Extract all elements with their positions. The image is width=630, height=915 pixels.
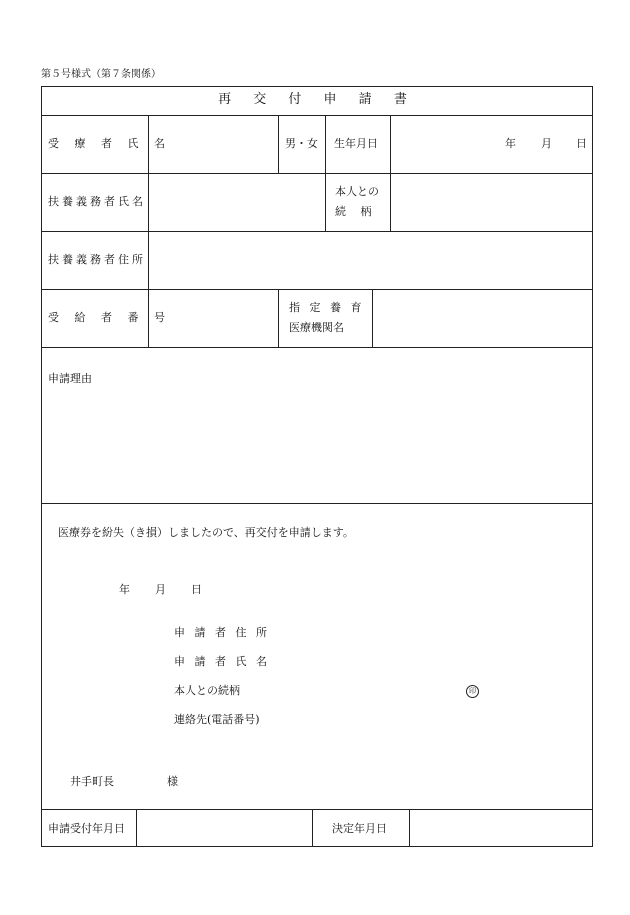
declaration-statement: 医療券を紛失（き損）しましたので、再交付を申請します。 <box>58 526 354 539</box>
seal-mark-icon: 印 <box>466 685 479 698</box>
relation-label-line2: 続 柄 <box>335 205 372 218</box>
birthdate-day: 日 <box>576 137 587 150</box>
received-date-field[interactable] <box>137 810 312 847</box>
reason-label: 申請理由 <box>48 372 92 385</box>
birthdate-label: 生年月日 <box>334 137 378 150</box>
recipient-name-label: 受 療 者 氏 名 <box>48 137 171 150</box>
declaration-day: 日 <box>191 583 202 596</box>
guardian-name-label: 扶養義務者氏名 <box>48 195 146 208</box>
institution-name-field[interactable] <box>373 290 593 347</box>
honorific: 様 <box>167 775 178 788</box>
contact-phone-field[interactable] <box>275 709 570 729</box>
relation-field[interactable] <box>391 174 593 231</box>
contact-label: 連絡先(電話番号) <box>174 713 260 726</box>
birthdate-year: 年 <box>505 137 516 150</box>
birthdate-month: 月 <box>541 137 552 150</box>
applicant-relation-label: 本人との続柄 <box>174 684 240 697</box>
guardian-name-field[interactable] <box>149 174 325 231</box>
applicant-address-label: 申 請 者 住 所 <box>174 626 270 639</box>
relation-label-line1: 本人との <box>335 185 379 198</box>
institution-label-line1: 指 定 養 育 <box>289 301 365 314</box>
received-date-label: 申請受付年月日 <box>48 822 125 835</box>
applicant-relation-field[interactable] <box>260 680 455 700</box>
recipient-name-field[interactable] <box>149 116 278 173</box>
applicant-name-field[interactable] <box>270 651 570 671</box>
guardian-address-field[interactable] <box>149 232 593 289</box>
gender-option[interactable]: 男・女 <box>285 137 318 150</box>
birthdate-field[interactable] <box>391 116 593 173</box>
recipient-number-field[interactable] <box>149 290 278 347</box>
declaration-year: 年 <box>119 583 130 596</box>
form-number: 第５号様式（第７条関係） <box>41 69 161 80</box>
applicant-address-field[interactable] <box>270 622 570 642</box>
form-title: 再 交 付 申 請 書 <box>218 92 416 107</box>
applicant-name-label: 申 請 者 氏 名 <box>174 655 270 668</box>
addressee: 井手町長 <box>70 775 114 788</box>
institution-label-line2: 医療機関名 <box>289 321 344 334</box>
guardian-address-label: 扶養義務者住所 <box>48 253 146 266</box>
recipient-number-label: 受 給 者 番 号 <box>48 311 171 324</box>
reason-field[interactable] <box>42 390 592 502</box>
decision-date-label: 決定年月日 <box>332 822 387 835</box>
decision-date-field[interactable] <box>410 810 593 847</box>
declaration-month: 月 <box>155 583 166 596</box>
